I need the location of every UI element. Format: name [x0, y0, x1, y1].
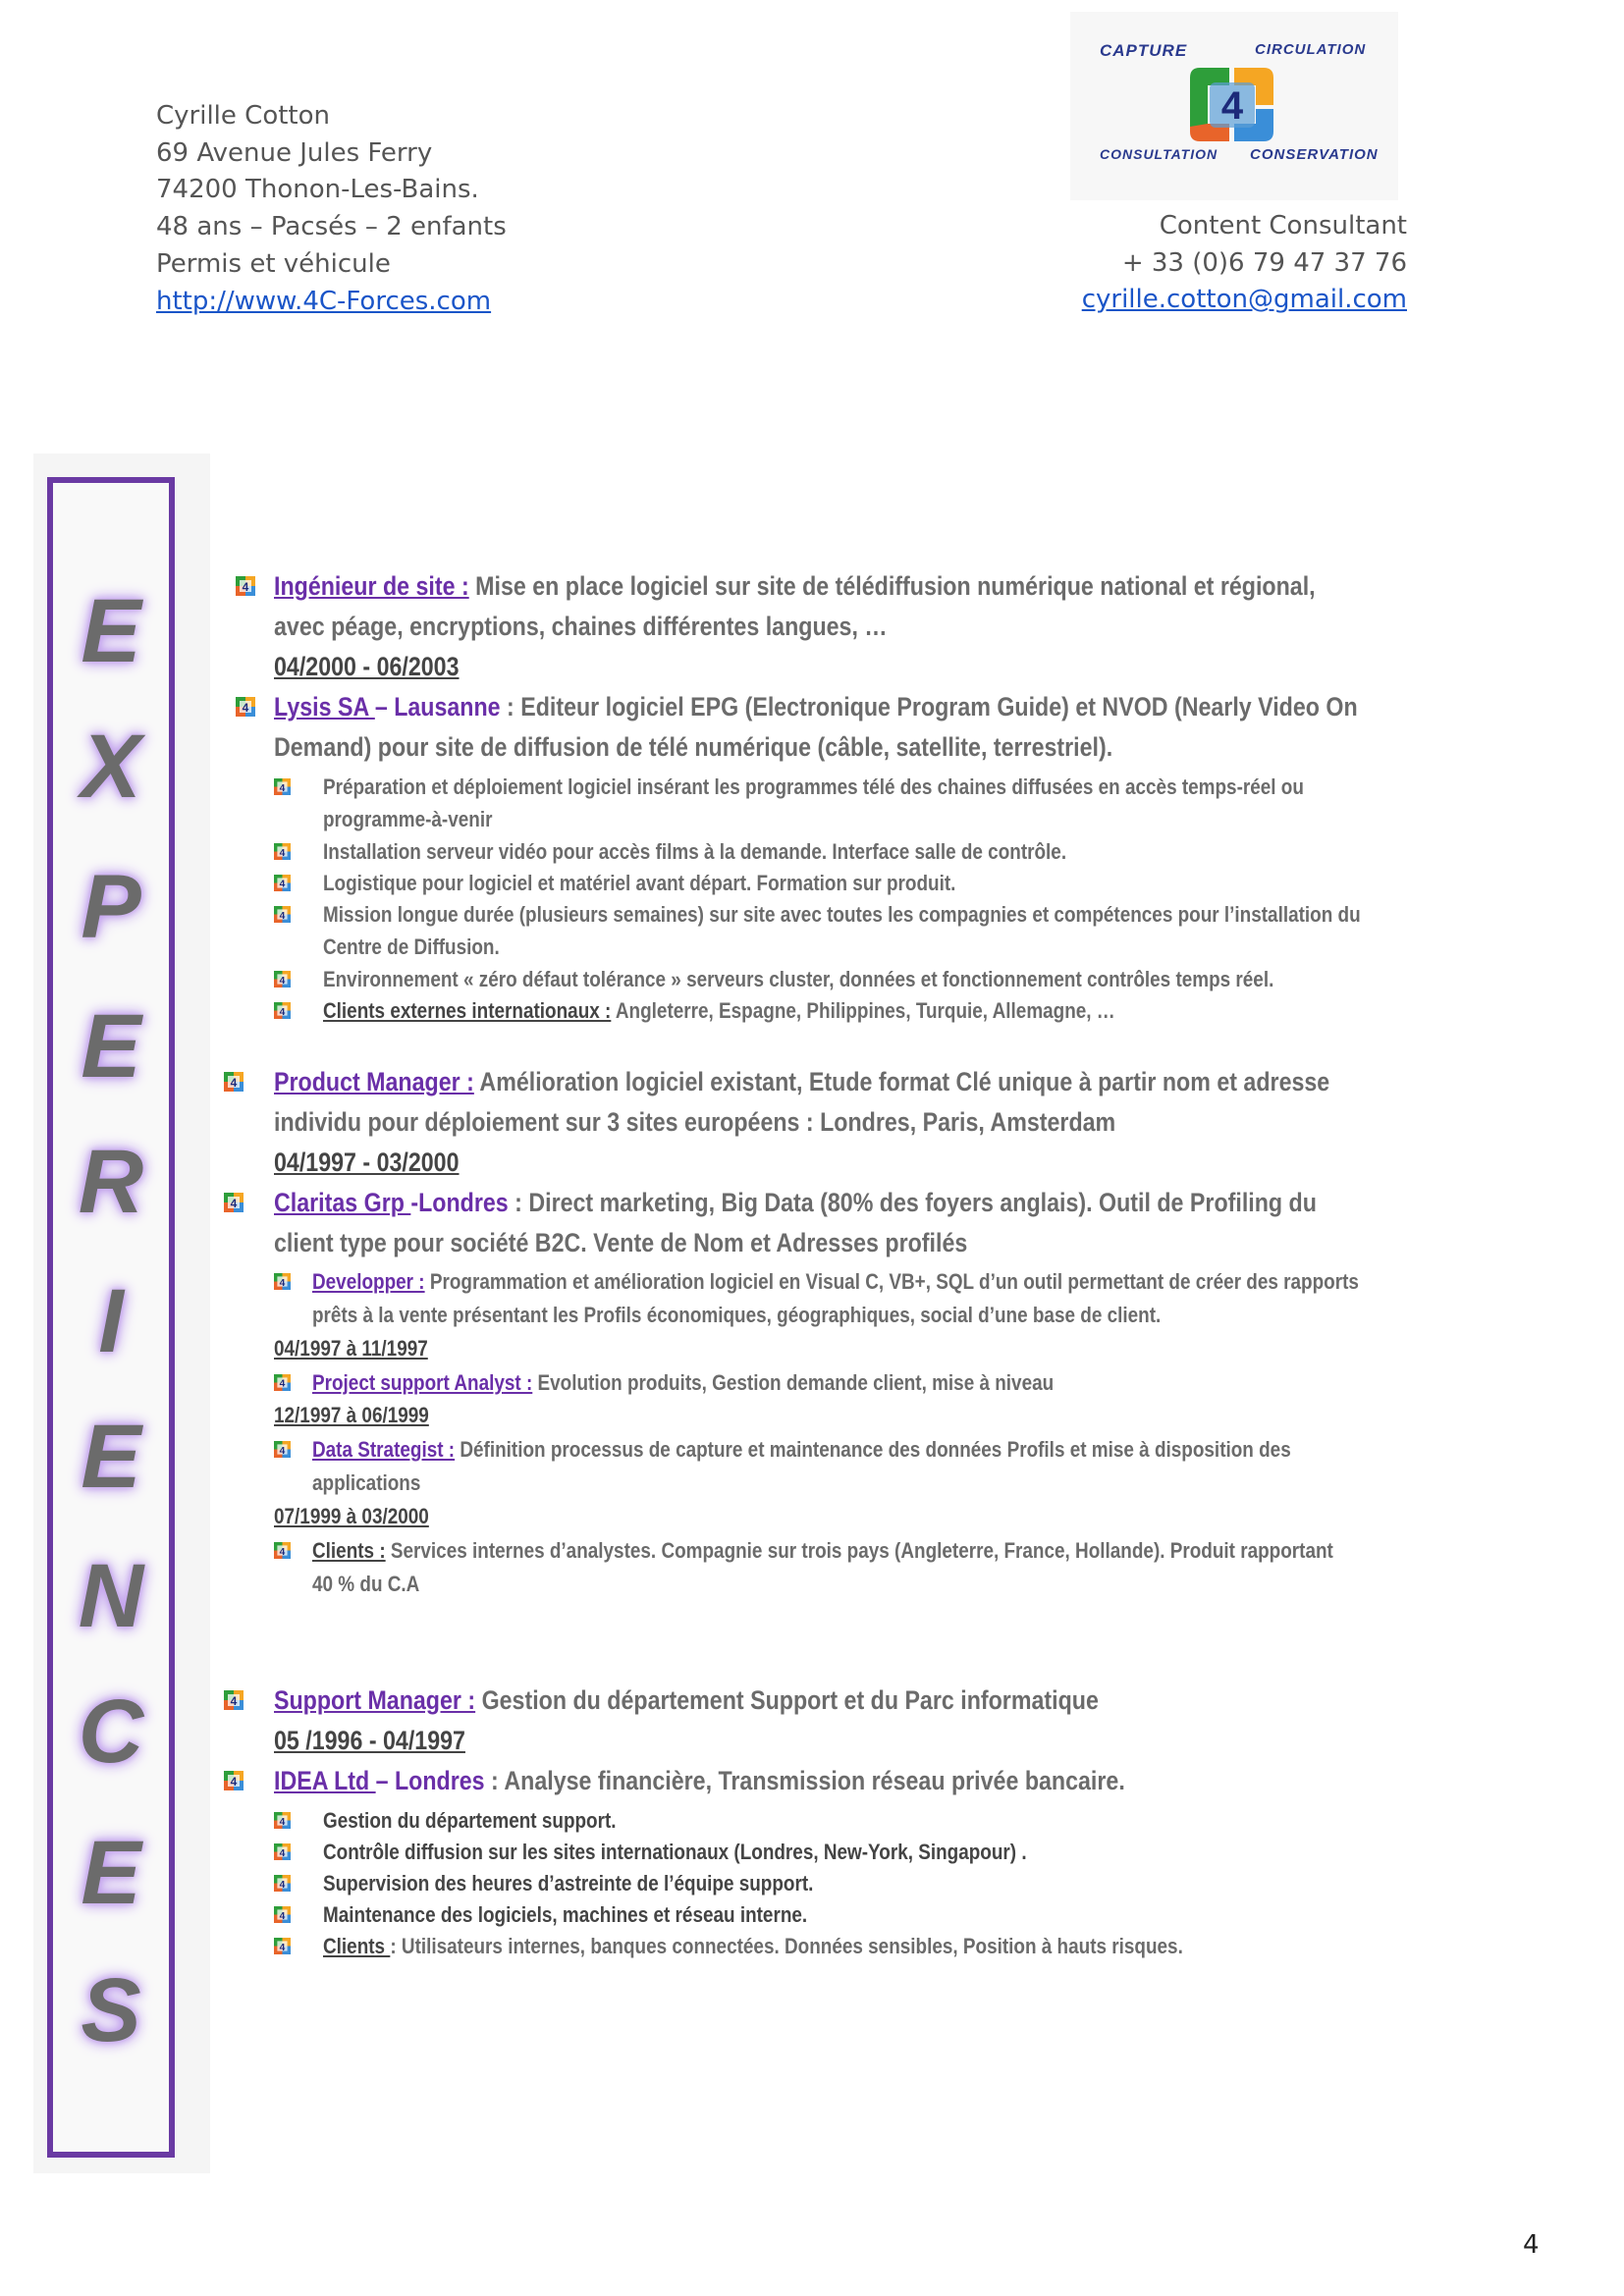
bullet-4c-icon: [224, 1072, 244, 1092]
job1-cdesc1: : Editeur logiciel EPG (Electronique Program Guide) et NVOD (Nearly Video On: [500, 692, 1358, 721]
job2-company-line: [274, 1188, 1317, 1218]
person-name: Cyrille Cotton: [156, 101, 330, 131]
job2-company: Claritas Grp: [274, 1188, 411, 1217]
job3-company: IDEA Ltd: [274, 1766, 376, 1795]
job2-desc2: individu pour déploiement sur 3 sites européens : Londres, Paris, Amsterdam: [274, 1107, 1116, 1137]
bullet-4c-icon: [274, 1273, 291, 1290]
bullet-4c-icon: [274, 1002, 291, 1019]
job2-clients-text2: 40 % du C.A: [312, 1572, 420, 1596]
job1-clients-label: Clients externes internationaux :: [323, 998, 612, 1023]
bullet-4c-icon: [224, 1771, 244, 1790]
bullet-4c-icon: [224, 1193, 244, 1212]
job2-cdesc1: : Direct marketing, Big Data (80% des foyers anglais). Outil de Profiling du: [508, 1188, 1317, 1217]
sidebar-letter: X: [81, 717, 141, 817]
email-link[interactable]: cyrille.cotton@gmail.com: [1081, 285, 1407, 315]
job2-dates: 04/1997 - 03/2000: [274, 1148, 460, 1177]
job2-title-line: [274, 1067, 1329, 1097]
company-logo: [1070, 12, 1398, 200]
logo-consultation: CONSULTATION: [1100, 146, 1218, 162]
job2-role: Product Manager :: [274, 1067, 474, 1096]
family-status: 48 ans – Pacsés – 2 enfants: [156, 212, 507, 242]
job2-period3: 07/1999 à 03/2000: [274, 1504, 429, 1528]
job1-title-line: [274, 571, 1316, 602]
job1-bullet1b: programme-à-venir: [323, 807, 493, 831]
bullet-4c-icon: [274, 1542, 291, 1559]
bullet-4c-icon: [274, 1938, 291, 1954]
bullet-4c-icon: [274, 971, 291, 988]
job1-company: Lysis SA: [274, 692, 375, 721]
job3-bullet4: Maintenance des logiciels, machines et réseau interne.: [323, 1902, 808, 1927]
bullet-4c-icon: [224, 1690, 244, 1710]
job3-role: Support Manager :: [274, 1685, 476, 1715]
job3-cdesc1: : Analyse financière, Transmission réseau privée bancaire.: [484, 1766, 1125, 1795]
job2-developer-text2: prêts à la vente présentant les Profils économiques, géographiques, social d’une base de client.: [312, 1303, 1162, 1327]
sidebar-letter: N: [78, 1546, 144, 1646]
logo-4c-icon: [1180, 58, 1283, 151]
job3-bullet2: Contrôle diffusion sur les sites internationaux (Londres, New-York, Singapour) .: [323, 1840, 1027, 1864]
job3-clients-label: Clients: [323, 1934, 391, 1958]
address-street: 69 Avenue Jules Ferry: [156, 137, 433, 168]
job3-location: – Londres: [375, 1766, 485, 1795]
page-number: 4: [1523, 2230, 1540, 2260]
logo-conservation: CONSERVATION: [1250, 146, 1379, 163]
bullet-4c-icon: [274, 1843, 291, 1860]
job3-title-line: [274, 1685, 1099, 1716]
job2-clients-text1: Services internes d’analystes. Compagnie sur trois pays (Angleterre, France, Hollande). Produit rapportant: [385, 1538, 1333, 1563]
job1-role: Ingénieur de site :: [274, 571, 469, 601]
job1-clients-text: Angleterre, Espagne, Philippines, Turquie, Allemagne, …: [611, 998, 1115, 1023]
sidebar-letter: R: [78, 1132, 144, 1232]
address-city: 74200 Thonon-Les-Bains.: [156, 175, 479, 205]
job2-desc1: Amélioration logiciel existant, Etude format Clé unique à partir nom et adresse: [473, 1067, 1330, 1096]
job3-clients-text: : Utilisateurs internes, banques connectées. Données sensibles, Position à hauts risques.: [390, 1934, 1183, 1958]
job1-desc2: avec péage, encryptions, chaines différentes langues, …: [274, 612, 888, 641]
job1-bullet4b: Centre de Diffusion.: [323, 934, 500, 959]
job1-bullet4a: Mission longue durée (plusieurs semaines) sur site avec toutes les compagnies et compétences pour l’installation du: [323, 902, 1361, 927]
job1-location: – Lausanne: [374, 692, 501, 721]
job2-strategist-text2: applications: [312, 1470, 421, 1495]
sidebar-letter: E: [81, 996, 141, 1096]
license-info: Permis et véhicule: [156, 248, 391, 279]
job3-bullet5: [323, 1934, 1183, 1959]
bullet-4c-icon: [274, 843, 291, 860]
job2-sub1: [312, 1269, 1359, 1295]
job1-bullet6: [323, 998, 1115, 1024]
job1-cdesc2: Demand) pour site de diffusion de télé numérique (câble, satellite, terrestriel).: [274, 732, 1113, 762]
bullet-4c-icon: [274, 875, 291, 891]
job2-analyst-text: Evolution produits, Gestion demande client, mise à niveau: [532, 1370, 1055, 1395]
bullet-4c-icon: [274, 778, 291, 795]
job2-strategist-text1: Définition processus de capture et maintenance des données Profils et mise à disposition des: [455, 1437, 1291, 1462]
logo-capture: CAPTURE: [1100, 41, 1188, 60]
job2-developer-label: Developper :: [312, 1269, 425, 1294]
bullet-4c-icon: [236, 576, 255, 596]
bullet-4c-icon: [274, 1374, 291, 1391]
bullet-4c-icon: [274, 1441, 291, 1458]
job2-sub2: [312, 1370, 1054, 1396]
job2-cdesc2: client type pour société B2C. Vente de Nom et Adresses profilés: [274, 1228, 968, 1257]
sidebar-letter: P: [81, 857, 141, 957]
sidebar-letter: S: [81, 1960, 141, 2060]
sidebar-letter: E: [81, 581, 141, 681]
job2-period2: 12/1997 à 06/1999: [274, 1403, 429, 1427]
bullet-4c-icon: [274, 1812, 291, 1829]
job3-bullet1: Gestion du département support.: [323, 1808, 617, 1833]
sidebar-letter: E: [81, 1823, 141, 1923]
sidebar-letter: C: [78, 1682, 144, 1782]
job-role: Content Consultant: [1159, 211, 1407, 240]
job2-sub3: [312, 1437, 1291, 1463]
bullet-4c-icon: [236, 697, 255, 717]
job3-desc1: Gestion du département Support et du Parc informatique: [475, 1685, 1099, 1715]
job1-bullet1a: Préparation et déploiement logiciel insérant les programmes télé des chaines diffusées en accès temps-réel ou: [323, 774, 1304, 799]
phone-number: + 33 (0)6 79 47 37 76: [1121, 247, 1407, 278]
contact-block: [156, 98, 745, 320]
job1-bullet5: Environnement « zéro défaut tolérance » serveurs cluster, données et fonctionnement contrôles temps réel.: [323, 967, 1274, 991]
sidebar-letter: I: [98, 1271, 124, 1371]
job2-clients-label: Clients :: [312, 1538, 386, 1563]
job3-bullet3: Supervision des heures d’astreinte de l’équipe support.: [323, 1871, 814, 1896]
logo-number: 4: [1220, 84, 1244, 128]
sidebar-experiences: [47, 477, 175, 2158]
website-link[interactable]: http://www.4C-Forces.com: [156, 286, 492, 316]
bullet-4c-icon: [274, 1906, 291, 1923]
job1-desc1: Mise en place logiciel sur site de télédiffusion numérique national et régional,: [468, 571, 1316, 601]
contact-right: [1082, 208, 1407, 319]
job2-period1: 04/1997 à 11/1997: [274, 1336, 428, 1361]
job1-company-line: [274, 692, 1358, 722]
job2-sub4: [312, 1538, 1333, 1564]
job1-bullet3: Logistique pour logiciel et matériel avant départ. Formation sur produit.: [323, 871, 956, 895]
logo-circulation: CIRCULATION: [1255, 41, 1367, 58]
job2-strategist-label: Data Strategist :: [312, 1437, 456, 1462]
bullet-4c-icon: [274, 906, 291, 923]
job3-dates: 05 /1996 - 04/1997: [274, 1726, 465, 1755]
job2-analyst-label: Project support Analyst :: [312, 1370, 533, 1395]
bullet-4c-icon: [274, 1875, 291, 1892]
job1-bullet2: Installation serveur vidéo pour accès films à la demande. Interface salle de contrôle.: [323, 839, 1067, 864]
job2-location: -Londres: [410, 1188, 509, 1217]
job2-developer-text1: Programmation et amélioration logiciel en Visual C, VB+, SQL d’un outil permettant de créer des rapports: [424, 1269, 1359, 1294]
job1-dates: 04/2000 - 06/2003: [274, 652, 460, 681]
sidebar-letter: E: [81, 1407, 141, 1507]
job3-company-line: [274, 1766, 1125, 1796]
